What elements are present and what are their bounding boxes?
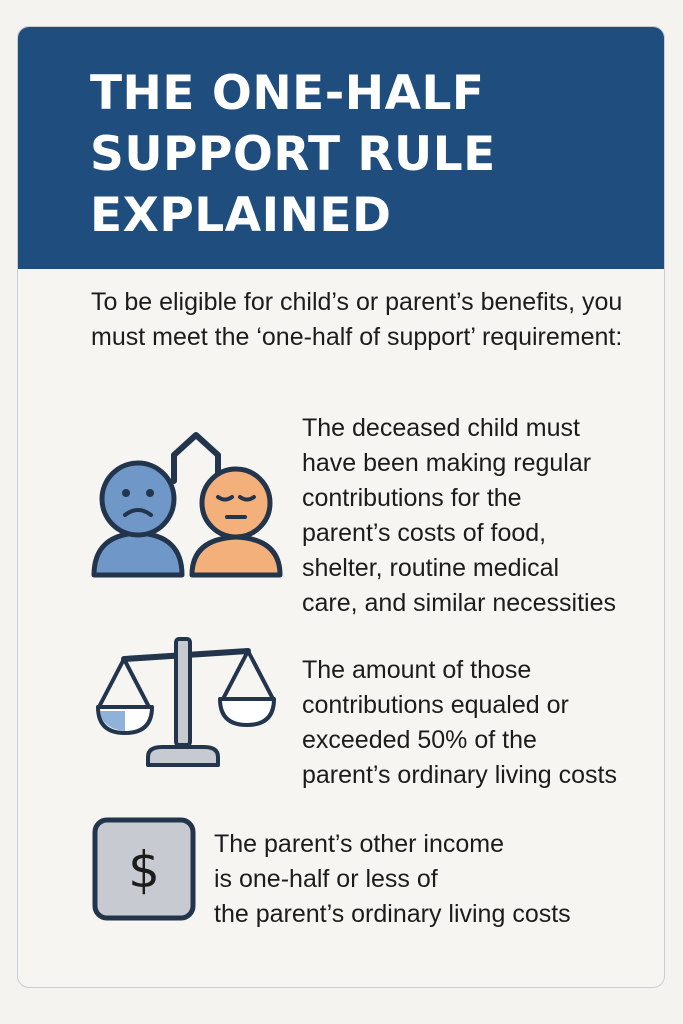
- dollar-sign-icon: [92, 817, 196, 921]
- parent-child-house-icon: [88, 419, 288, 581]
- info-card: [17, 26, 665, 988]
- dollar-symbol: $: [128, 841, 160, 899]
- header-banner: [18, 27, 664, 269]
- intro-text: To be eligible for child’s or parent’s benefits, you must meet the ‘one-half of support’ requirement:: [91, 288, 623, 351]
- balance-scale-icon: [96, 631, 276, 769]
- item-text-contributions: The deceased child must have been making regular contributions for the parent’s costs of food, shelter, routine medical care, and similar necessities: [302, 414, 617, 617]
- page-title: THE ONE-HALF SUPPORT RULE EXPLAINED: [90, 66, 496, 243]
- item-text-fifty-percent: The amount of those contributions equaled or exceeded 50% of the parent’s ordinary living costs: [302, 656, 617, 789]
- item-text-other-income: The parent’s other income is one-half or less of the parent’s ordinary living costs: [214, 830, 571, 928]
